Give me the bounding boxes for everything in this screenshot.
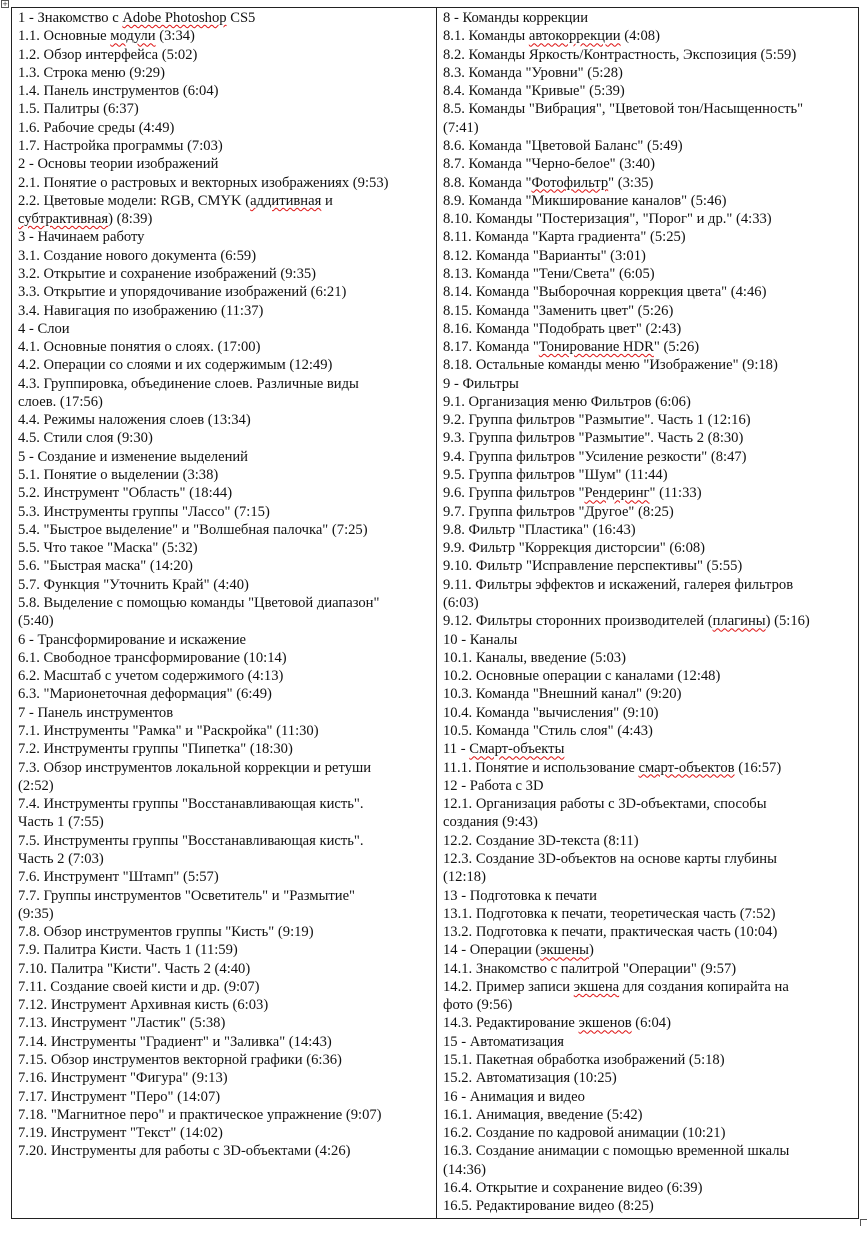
toc-line: [443, 82, 852, 100]
toc-text: 13.1. Подготовка к печати, теоретическая часть (7:52): [443, 905, 776, 922]
toc-text: 6.2. Масштаб с учетом содержимого (4:13): [18, 668, 284, 685]
toc-text: 7.20. Инструменты для работы с 3D-объектами (4:26): [18, 1143, 351, 1160]
toc-text: 10.4. Команда "вычисления" (9:10): [443, 704, 659, 721]
toc-line: [443, 1179, 852, 1197]
toc-line: [18, 722, 430, 740]
toc-text: 8.2. Команды Яркость/Контрастность, Экспозиция (5:59): [443, 46, 797, 63]
toc-line: [443, 466, 852, 484]
toc-line: [18, 320, 430, 338]
toc-text: 8.13. Команда "Тени/Света" (6:05): [443, 265, 655, 282]
toc-text: 7.5. Инструменты группы "Восстанавливающая кисть".: [18, 832, 364, 849]
toc-line: [18, 539, 430, 557]
toc-text: 2 - Основы теории изображений: [18, 156, 219, 173]
toc-line: [443, 832, 852, 850]
toc-line: [443, 137, 852, 155]
toc-line: [18, 155, 430, 173]
toc-text: 16.1. Анимация, введение (5:42): [443, 1106, 643, 1123]
toc-text: Часть 2 (7:03): [18, 850, 104, 867]
toc-text: 16 - Анимация и видео: [443, 1088, 585, 1105]
toc-text: 9.12. Фильтры сторонних производителей (: [443, 613, 713, 630]
toc-text: 9.2. Группа фильтров "Размытие". Часть 1 (12:16): [443, 412, 751, 429]
toc-text: 3.1. Создание нового документа (6:59): [18, 247, 257, 264]
toc-text: (14:36): [443, 1161, 486, 1178]
toc-line: [443, 1197, 852, 1215]
toc-text: 7.18. "Магнитное перо" и практическое упражнение (9:07): [18, 1106, 382, 1123]
toc-text: 8.6. Команда "Цветовой Баланс" (5:49): [443, 137, 683, 154]
toc-line: [18, 356, 430, 374]
toc-line: [443, 1106, 852, 1124]
toc-text: 8.18. Остальные команды меню "Изображение" (9:18): [443, 357, 778, 374]
toc-text: 7.14. Инструменты "Градиент" и "Заливка" (14:43): [18, 1033, 332, 1050]
spellcheck-flagged-text: субтрактивная: [18, 211, 109, 228]
toc-text: 8.17. Команда ": [443, 339, 539, 356]
toc-text: 8.12. Команда "Варианты" (3:01): [443, 247, 646, 264]
toc-text: 8.8. Команда ": [443, 174, 532, 191]
toc-line: [18, 46, 430, 64]
toc-line: [443, 996, 852, 1014]
toc-line: [443, 338, 852, 356]
toc-text: 12.2. Создание 3D-текста (8:11): [443, 832, 639, 849]
toc-line: [18, 1033, 430, 1051]
toc-text: 9.9. Фильтр "Коррекция дисторсии" (6:08): [443, 540, 706, 557]
toc-text: 8.16. Команда "Подобрать цвет" (2:43): [443, 320, 682, 337]
toc-text: 7.13. Инструмент "Ластик" (5:38): [18, 1015, 226, 1032]
toc-line: [18, 411, 430, 429]
toc-line: [443, 27, 852, 45]
toc-line: [443, 247, 852, 265]
toc-text: 12.1. Организация работы с 3D-объектами, способы: [443, 796, 767, 813]
toc-text: 14.3. Редактирование: [443, 1015, 579, 1032]
toc-text: 1.5. Палитры (6:37): [18, 101, 139, 118]
toc-line: [443, 813, 852, 831]
toc-line: [443, 978, 852, 996]
toc-line: [18, 631, 430, 649]
toc-text: CS5: [226, 10, 256, 26]
toc-text: 1.6. Рабочие среды (4:49): [18, 119, 175, 136]
toc-text: создания (9:43): [443, 814, 538, 831]
toc-line: [443, 411, 852, 429]
toc-line: [18, 813, 430, 831]
toc-text: (6:04): [631, 1015, 671, 1032]
toc-line: [18, 27, 430, 45]
toc-text: 16.3. Создание анимации с помощью временной шкалы: [443, 1143, 790, 1160]
toc-text: 7.3. Обзор инструментов локальной коррекции и ретуши: [18, 759, 372, 776]
toc-line: [443, 923, 852, 941]
toc-text: 12.3. Создание 3D-объектов на основе карты глубины: [443, 850, 777, 867]
spellcheck-flagged-text: аддитивная: [250, 192, 322, 209]
toc-line: [443, 1014, 852, 1032]
toc-line: [443, 320, 852, 338]
toc-text: 14.2. Пример записи: [443, 978, 574, 995]
toc-line: [18, 429, 430, 447]
toc-text: 1.3. Строка меню (9:29): [18, 64, 165, 81]
toc-line: [18, 466, 430, 484]
toc-text: 3.3. Открытие и упорядочивание изображений (6:21): [18, 284, 347, 301]
toc-text: 5.1. Понятие о выделении (3:38): [18, 467, 219, 484]
table-resize-handle-icon[interactable]: [860, 1219, 867, 1226]
spellcheck-flagged-text: плагины: [712, 613, 766, 630]
toc-text: 4.4. Режимы наложения слоев (13:34): [18, 412, 251, 429]
toc-line: [443, 1051, 852, 1069]
toc-text: 8 - Команды коррекции: [443, 10, 589, 26]
toc-text: 9.7. Группа фильтров "Другое" (8:25): [443, 503, 674, 520]
toc-line: [443, 356, 852, 374]
toc-line: [18, 704, 430, 722]
toc-line: [18, 265, 430, 283]
toc-line: [18, 1014, 430, 1032]
toc-line: [443, 1033, 852, 1051]
toc-text: 11.1. Понятие и использование: [443, 759, 639, 776]
toc-text: 5.4. "Быстрое выделение" и "Волшебная палочка" (7:25): [18, 521, 368, 538]
toc-text: фото (9:56): [443, 997, 513, 1014]
toc-text: (3:34): [155, 28, 195, 45]
toc-text: 7.10. Палитра "Кисти". Часть 2 (4:40): [18, 960, 251, 977]
toc-text: 7.11. Создание своей кисти и др. (9:07): [18, 978, 260, 995]
toc-text: 5.6. "Быстрая маска" (14:20): [18, 558, 193, 575]
toc-line: [443, 557, 852, 575]
spellcheck-flagged-text: Adobe Photoshop: [122, 10, 227, 26]
toc-text: 7.2. Инструменты группы "Пипетка" (18:30): [18, 741, 293, 758]
toc-text: 13.2. Подготовка к печати, практическая часть (10:04): [443, 924, 778, 941]
toc-line: [443, 941, 852, 959]
toc-text: 8.15. Команда "Заменить цвет" (5:26): [443, 302, 674, 319]
toc-line: [18, 375, 430, 393]
toc-text: 9.6. Группа фильтров ": [443, 485, 585, 502]
toc-text: 9.8. Фильтр "Пластика" (16:43): [443, 521, 636, 538]
spellcheck-flagged-text: экшены: [540, 942, 589, 959]
toc-line: [443, 1088, 852, 1106]
toc-line: [443, 521, 852, 539]
toc-line: [443, 539, 852, 557]
toc-text: (16:57): [734, 759, 782, 776]
toc-line: [443, 777, 852, 795]
toc-text: 4.3. Группировка, объединение слоев. Различные виды: [18, 375, 359, 392]
toc-text: (6:03): [443, 595, 479, 611]
toc-text: 7.12. Инструмент Архивная кисть (6:03): [18, 997, 269, 1014]
spellcheck-flagged-text: Фотофильтр: [531, 174, 609, 191]
toc-line: [443, 302, 852, 320]
toc-text: " (5:26): [653, 339, 700, 356]
toc-line: [443, 1161, 852, 1179]
toc-text: 1 - Знакомство с: [18, 10, 123, 26]
toc-line: [443, 283, 852, 301]
toc-line: [18, 960, 430, 978]
toc-line: [18, 923, 430, 941]
toc-line: [18, 594, 430, 612]
toc-line: [443, 740, 852, 758]
toc-text: (9:35): [18, 905, 54, 922]
toc-line: [443, 887, 852, 905]
toc-line: [443, 119, 852, 137]
toc-text: 14 - Операции (: [443, 942, 541, 959]
table-row: [12, 8, 859, 1219]
toc-text: 9.5. Группа фильтров "Шум" (11:44): [443, 467, 668, 484]
toc-text: ) (8:39): [108, 211, 153, 228]
toc-text: 4.1. Основные понятия о слоях. (17:00): [18, 339, 261, 356]
toc-line: [443, 9, 852, 27]
toc-line: [18, 174, 430, 192]
toc-text: " (11:33): [649, 485, 702, 502]
toc-text: 1.7. Настройка программы (7:03): [18, 137, 223, 154]
toc-line: [18, 649, 430, 667]
toc-text: 1.2. Обзор интерфейса (5:02): [18, 46, 198, 63]
toc-line: [443, 1069, 852, 1087]
toc-line: [443, 685, 852, 703]
toc-line: [443, 960, 852, 978]
toc-text: 10.5. Команда "Стиль слоя" (4:43): [443, 722, 653, 739]
spellcheck-flagged-text: Смарт-объекты: [469, 741, 565, 758]
toc-line: [18, 393, 430, 411]
spellcheck-flagged-text: экшена: [573, 978, 620, 995]
toc-text: 8.5. Команды "Вибрация", "Цветовой тон/Насыщенность": [443, 101, 804, 118]
spellcheck-flagged-text: Тонирование HDR: [538, 339, 654, 356]
toc-line: [18, 759, 430, 777]
toc-text: и: [321, 192, 333, 209]
toc-text: 6.1. Свободное трансформирование (10:14): [18, 649, 287, 666]
toc-text: 9.4. Группа фильтров "Усиление резкости" (8:47): [443, 448, 747, 465]
toc-text: 5.2. Инструмент "Область" (18:44): [18, 485, 233, 502]
toc-text: 7.8. Обзор инструментов группы "Кисть" (9:19): [18, 924, 314, 941]
toc-line: [443, 594, 852, 612]
toc-text: 4 - Слои: [18, 320, 70, 337]
toc-line: [18, 1069, 430, 1087]
toc-line: [18, 119, 430, 137]
toc-text: 8.9. Команда "Микширование каналов" (5:46): [443, 192, 727, 209]
toc-line: [443, 1124, 852, 1142]
table-move-handle-icon[interactable]: +: [2, 0, 8, 8]
toc-line: [18, 1124, 430, 1142]
toc-text: (7:41): [443, 119, 479, 136]
toc-text: 7.6. Инструмент "Штамп" (5:57): [18, 869, 219, 886]
toc-line: [18, 192, 430, 210]
toc-line: [18, 978, 430, 996]
toc-line: [18, 484, 430, 502]
toc-text: 16.4. Открытие и сохранение видео (6:39): [443, 1180, 703, 1196]
toc-line: [443, 484, 852, 502]
toc-line: [18, 850, 430, 868]
right-column-cell[interactable]: [437, 8, 859, 1219]
toc-line: [18, 996, 430, 1014]
toc-text: слоев. (17:56): [18, 393, 103, 410]
toc-line: [18, 228, 430, 246]
toc-text: 8.3. Команда "Уровни" (5:28): [443, 64, 623, 81]
toc-text: 8.11. Команда "Карта градиента" (5:25): [443, 229, 686, 246]
toc-line: [443, 612, 852, 630]
left-column-cell[interactable]: [12, 8, 437, 1219]
toc-text: 2.1. Понятие о растровых и векторных изображениях (9:53): [18, 174, 389, 191]
toc-text: 10.3. Команда "Внешний канал" (9:20): [443, 686, 682, 703]
toc-line: [18, 905, 430, 923]
toc-line: [18, 887, 430, 905]
toc-line: [18, 795, 430, 813]
toc-line: [18, 685, 430, 703]
toc-text: 13 - Подготовка к печати: [443, 887, 597, 904]
toc-text: 9.1. Организация меню Фильтров (6:06): [443, 393, 691, 410]
toc-line: [18, 612, 430, 630]
toc-text: 3.2. Открытие и сохранение изображений (9:35): [18, 265, 317, 282]
toc-line: [443, 46, 852, 64]
toc-text: 11 -: [443, 741, 470, 758]
toc-text: 5.3. Инструменты группы "Лассо" (7:15): [18, 503, 270, 520]
toc-line: [18, 1051, 430, 1069]
toc-text: 4.5. Стили слоя (9:30): [18, 430, 153, 447]
toc-line: [443, 722, 852, 740]
toc-text: 15.2. Автоматизация (10:25): [443, 1070, 617, 1087]
spellcheck-flagged-text: модули: [110, 28, 156, 45]
toc-line: [18, 100, 430, 118]
spellcheck-flagged-text: автокоррекции: [528, 28, 621, 45]
toc-text: (4:08): [620, 28, 660, 45]
toc-text: 5 - Создание и изменение выделений: [18, 448, 248, 465]
toc-line: [18, 137, 430, 155]
toc-line: [443, 503, 852, 521]
toc-line: [18, 1088, 430, 1106]
toc-line: [18, 740, 430, 758]
toc-line: [18, 667, 430, 685]
toc-line: [18, 338, 430, 356]
toc-text: 9.11. Фильтры эффектов и искажений, галерея фильтров: [443, 576, 794, 593]
toc-text: 15.1. Пакетная обработка изображений (5:18): [443, 1052, 725, 1069]
toc-line: [443, 905, 852, 923]
toc-text: 10 - Каналы: [443, 631, 518, 648]
toc-text: (5:40): [18, 613, 54, 630]
toc-text: 9.10. Фильтр "Исправление перспективы" (5:55): [443, 558, 743, 575]
toc-text: 7.7. Группы инструментов "Осветитель" и "Размытие": [18, 887, 356, 904]
toc-text: 8.7. Команда "Черно-белое" (3:40): [443, 156, 655, 173]
toc-line: [443, 868, 852, 886]
toc-text: для создания копирайта на: [619, 978, 789, 995]
toc-line: [443, 667, 852, 685]
toc-line: [443, 192, 852, 210]
toc-line: [18, 832, 430, 850]
toc-line: [443, 429, 852, 447]
toc-line: [443, 576, 852, 594]
toc-line: [443, 375, 852, 393]
course-contents-table: [11, 7, 859, 1219]
toc-line: [443, 631, 852, 649]
toc-line: [443, 155, 852, 173]
toc-line: [18, 283, 430, 301]
toc-line: [443, 100, 852, 118]
toc-text: 14.1. Знакомство с палитрой "Операции" (9:57): [443, 960, 737, 977]
toc-line: [443, 174, 852, 192]
toc-text: 1.1. Основные: [18, 28, 111, 45]
toc-text: 7.9. Палитра Кисти. Часть 1 (11:59): [18, 942, 238, 959]
toc-text: 9.3. Группа фильтров "Размытие". Часть 2 (8:30): [443, 430, 744, 447]
toc-text: 7.4. Инструменты группы "Восстанавливающая кисть".: [18, 796, 364, 813]
toc-text: 8.1. Команды: [443, 28, 529, 45]
toc-text: 16.2. Создание по кадровой анимации (10:21): [443, 1125, 726, 1142]
toc-line: [18, 1106, 430, 1124]
toc-line: [443, 228, 852, 246]
toc-text: 5.8. Выделение с помощью команды "Цветовой диапазон": [18, 595, 380, 611]
toc-line: [18, 448, 430, 466]
toc-text: 8.14. Команда "Выборочная коррекция цвета" (4:46): [443, 284, 767, 301]
toc-text: 7.19. Инструмент "Текст" (14:02): [18, 1125, 223, 1142]
toc-line: [18, 868, 430, 886]
toc-text: 8.10. Команды "Постеризация", "Порог" и др." (4:33): [443, 211, 772, 228]
toc-text: 3 - Начинаем работу: [18, 229, 145, 246]
toc-line: [18, 503, 430, 521]
toc-text: 4.2. Операции со слоями и их содержимым (12:49): [18, 357, 333, 374]
toc-text: 7.1. Инструменты "Рамка" и "Раскройка" (11:30): [18, 722, 319, 739]
toc-line: [443, 64, 852, 82]
toc-line: [443, 1142, 852, 1160]
toc-text: " (3:35): [608, 174, 654, 191]
toc-line: [18, 82, 430, 100]
toc-text: 7 - Панель инструментов: [18, 704, 174, 721]
toc-line: [18, 210, 430, 228]
toc-text: 8.4. Команда "Кривые" (5:39): [443, 83, 625, 100]
toc-line: [443, 393, 852, 411]
toc-text: 15 - Автоматизация: [443, 1033, 565, 1050]
spellcheck-flagged-text: Рендеринг: [584, 485, 650, 502]
toc-text: 12 - Работа с 3D: [443, 777, 544, 794]
toc-text: 10.2. Основные операции с каналами (12:48): [443, 668, 721, 685]
toc-line: [18, 302, 430, 320]
toc-text: 6 - Трансформирование и искажение: [18, 631, 246, 648]
toc-line: [443, 210, 852, 228]
toc-text: 3.4. Навигация по изображению (11:37): [18, 302, 264, 319]
toc-line: [18, 64, 430, 82]
toc-line: [18, 576, 430, 594]
toc-line: [443, 850, 852, 868]
toc-line: [443, 704, 852, 722]
toc-text: 5.7. Функция "Уточнить Край" (4:40): [18, 576, 249, 593]
toc-text: 10.1. Каналы, введение (5:03): [443, 649, 626, 666]
toc-line: [443, 448, 852, 466]
toc-text: ): [588, 942, 594, 959]
toc-line: [18, 557, 430, 575]
toc-text: 1.4. Панель инструментов (6:04): [18, 83, 219, 100]
toc-text: Часть 1 (7:55): [18, 814, 104, 831]
toc-text: 16.5. Редактирование видео (8:25): [443, 1198, 654, 1215]
toc-line: [18, 1142, 430, 1160]
toc-line: [443, 265, 852, 283]
toc-text: 7.17. Инструмент "Перо" (14:07): [18, 1088, 221, 1105]
spellcheck-flagged-text: смарт-объектов: [638, 759, 735, 776]
toc-text: ) (5:16): [765, 613, 810, 630]
toc-text: 2.2. Цветовые модели: RGB, CMYK (: [18, 192, 251, 209]
toc-text: (12:18): [443, 869, 486, 886]
toc-text: 7.16. Инструмент "Фигура" (9:13): [18, 1070, 228, 1087]
toc-line: [18, 9, 430, 27]
spellcheck-flagged-text: экшенов: [578, 1015, 632, 1032]
toc-line: [443, 759, 852, 777]
toc-text: 6.3. "Марионеточная деформация" (6:49): [18, 686, 272, 703]
toc-text: 7.15. Обзор инструментов векторной графики (6:36): [18, 1052, 342, 1069]
toc-line: [18, 521, 430, 539]
toc-line: [18, 247, 430, 265]
toc-line: [18, 941, 430, 959]
toc-line: [18, 777, 430, 795]
toc-text: (2:52): [18, 777, 54, 794]
toc-line: [443, 649, 852, 667]
toc-line: [443, 795, 852, 813]
toc-text: 5.5. Что такое "Маска" (5:32): [18, 540, 198, 557]
toc-text: 9 - Фильтры: [443, 375, 519, 392]
